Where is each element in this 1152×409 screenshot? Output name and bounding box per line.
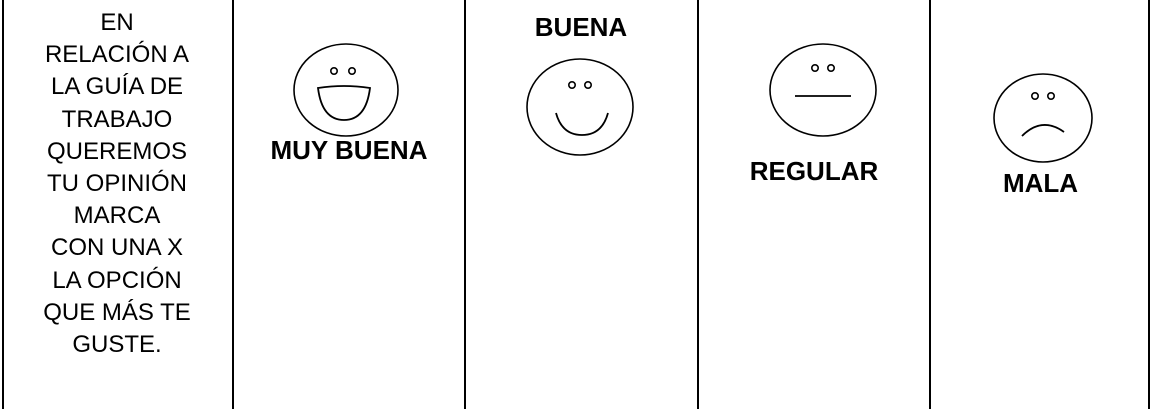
instruction-line: EN [100, 9, 134, 36]
instruction-text [12, 7, 222, 361]
instruction-line: QUE MÁS TE [43, 298, 191, 326]
option-label-regular: REGULAR [749, 156, 879, 186]
column-border [2, 0, 4, 409]
instruction-line: LA OPCIÓN [52, 266, 182, 294]
instruction-line: CON UNA X [50, 234, 184, 262]
column-border [929, 0, 931, 409]
instruction-line: TRABAJO [61, 105, 173, 133]
neutral-face-icon[interactable] [765, 40, 881, 140]
column-border [1148, 0, 1150, 409]
instruction-line: GUSTE. [72, 331, 162, 359]
instruction-line: LA GUÍA DE [50, 73, 184, 101]
option-label-muy-buena: MUY BUENA [270, 135, 428, 165]
option-label-mala: MALA [1002, 168, 1079, 198]
column-border [232, 0, 234, 409]
column-border [464, 0, 466, 409]
sad-face-icon[interactable] [990, 70, 1096, 166]
instruction-line: TU OPINIÓN [46, 170, 187, 198]
smiling-face-icon[interactable] [522, 55, 638, 159]
instruction-line: MARCA [73, 202, 161, 230]
laughing-face-icon[interactable] [290, 40, 402, 140]
instruction-line: QUEREMOS [46, 137, 187, 165]
column-border [697, 0, 699, 409]
instruction-line: RELACIÓN A [44, 41, 190, 69]
option-label-buena: BUENA [534, 12, 628, 42]
